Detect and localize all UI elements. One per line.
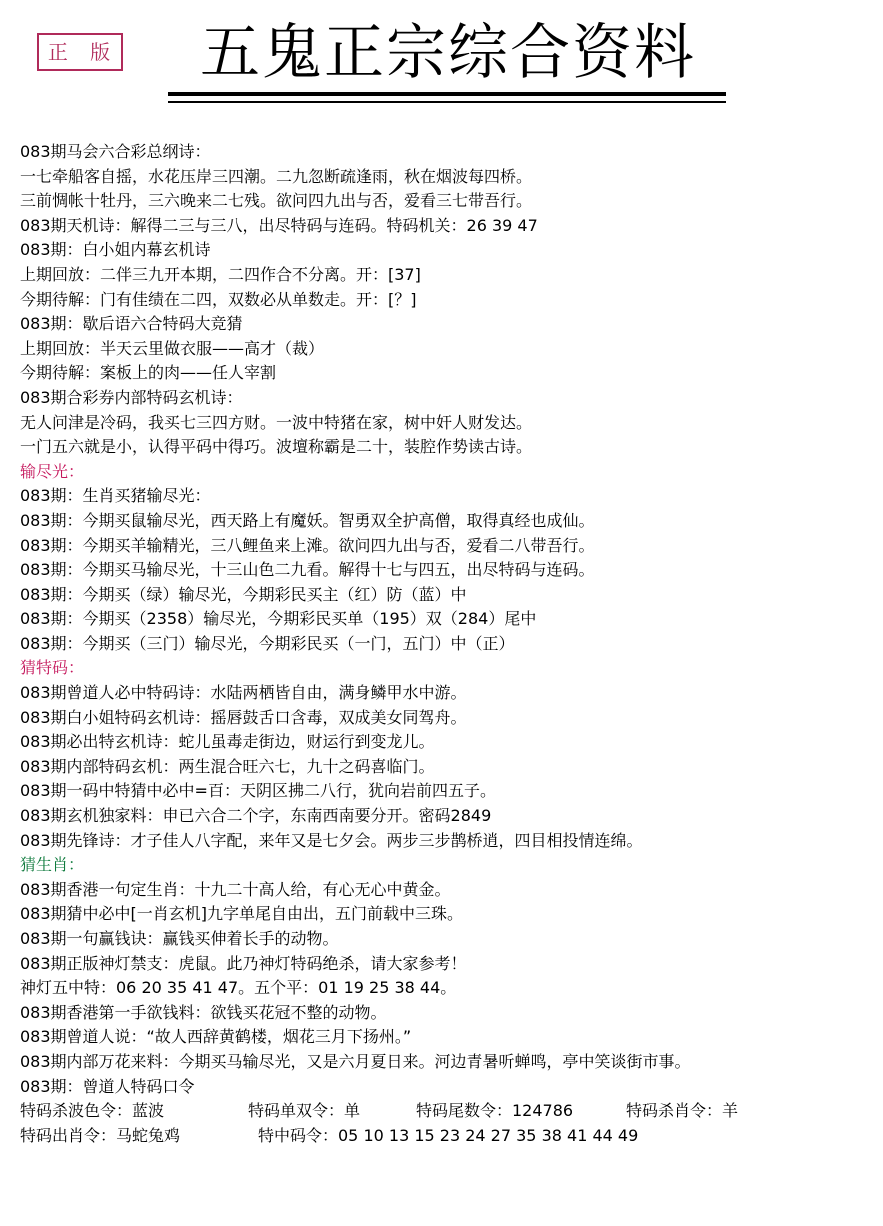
text-line: 083期猜中必中[一肖玄机]九字单尾自由出，五门前载中三珠。 [20,904,464,924]
text-line: 三前惆帐十牡丹，三六晚来二七残。欲问四九出与否，爱看三七带吾行。 [20,191,533,211]
text-line: 083期：今期买（绿）输尽光，今期彩民买主（红）防（蓝）中 [20,584,467,604]
text-line: 083期香港第一手欲钱料：欲钱买花冠不整的动物。 [20,1002,387,1022]
text-line: 083期：今期买（2358）输尽光，今期彩民买单（195）双（284）尾中 [20,609,537,629]
text-line: 083期玄机独家料：申已六合二个字，东南西南要分开。密码2849 [20,806,492,826]
text-line: 083期正版神灯禁支：虎鼠。此乃神灯特码绝杀，请大家参考！ [20,953,467,973]
text-line: 上期回放：二伴三九开本期，二四作合不分离。开：[37] [20,264,421,284]
title-underline-thick [168,92,726,96]
text-line: 083期：今期买马输尽光，十三山色二九看。解得十七与四五，出尽特码与连码。 [20,560,595,580]
text-line: 083期：今期买鼠输尽光，西天路上有魔妖。智勇双全护高僧，取得真经也成仙。 [20,510,595,530]
text-line: 一门五六就是小，认得平码中得巧。波壇称霸是二十，装腔作势读古诗。 [20,437,533,457]
code-tail-digits: 特码尾数令：124786 [416,1101,574,1121]
text-line: 083期天机诗：解得二三与三八，出尽特码与连码。特码机关：26 39 47 [20,215,538,235]
section-heading-zodiac: 猜生肖： [20,855,85,875]
text-line: 083期：今期买羊输精光，三八鲤鱼来上滩。欲问四九出与否，爱看二八带吾行。 [20,535,595,555]
code-row [20,1124,875,1149]
text-line: 083期合彩券内部特码玄机诗： [20,387,243,407]
text-line: 083期香港一句定生肖：十九二十高人给，有心无心中黄金。 [20,879,451,899]
text-line: 083期：生肖买猪输尽光： [20,486,211,506]
page-title: 五鬼正宗综合资料 [200,18,696,88]
text-line: 083期：今期买（三门）输尽光，今期彩民买（一门，五门）中（正） [20,633,515,653]
text-line: 083期必出特玄机诗：蛇儿虽毒走街边，财运行到变龙儿。 [20,732,435,752]
text-line: 083期一码中特猜中必中=百：天阴区拂二八行，犹向岩前四五子。 [20,781,496,801]
text-line: 今期待解：门有佳绩在二四，双数必从单数走。开：[？] [20,289,417,309]
code-row [20,1099,875,1124]
text-line: 083期内部特码玄机：两生混合旺六七，九十之码喜临门。 [20,756,435,776]
text-line: 083期：曾道人特码口令 [20,1076,195,1096]
genuine-edition-badge: 正 版 [37,33,123,71]
text-line: 一七牵船客自摇，水花压岸三四潮。二九忽断疏逢雨，秋在烟波每四桥。 [20,166,533,186]
text-line: 今期待解：案板上的肉——任人宰割 [20,363,277,383]
text-line: 083期白小姐特码玄机诗：摇唇鼓舌口含毒，双成美女同驾舟。 [20,707,467,727]
text-line: 083期曾道人说：“故人西辞黄鹤楼，烟花三月下扬州。” [20,1027,412,1047]
title-underline-thin [168,101,726,103]
code-kill-zodiac: 特码杀肖令：羊 [626,1101,739,1121]
text-line: 083期马会六合彩总纲诗： [20,142,211,161]
text-line: 上期回放：半天云里做衣服——高才（裁） [20,338,325,358]
text-line: 无人问津是冷码，我买七三四方财。一波中特猪在家，树中奸人财发达。 [20,412,533,432]
code-winning-numbers: 特中码令：05 10 13 15 23 24 27 35 38 41 44 49 [258,1125,639,1145]
text-line: 083期：歇后语六合特码大竞猜 [20,314,243,334]
section-heading-guess: 猜特码： [20,658,85,678]
section-heading-lose: 输尽光： [20,461,85,481]
code-wave-color: 特码杀波色令：蓝波 [20,1101,165,1121]
code-out-zodiac: 特码出肖令：马蛇兔鸡 [20,1125,181,1145]
text-line: 083期一句赢钱诀：赢钱买伸着长手的动物。 [20,929,339,948]
text-line: 神灯五中特：06 20 35 41 47。五个平：01 19 25 38 44。 [20,978,457,998]
code-odd-even: 特码单双令：单 [248,1101,361,1121]
text-line: 083期内部万花来料：今期买马输尽光，又是六月夏日来。河边青暑听蝉鸣，亭中笑谈街市事。 [20,1051,691,1071]
text-line: 083期：白小姐内幕玄机诗 [20,240,211,260]
document-body [20,140,875,1148]
text-line: 083期先锋诗：才子佳人八字配，来年又是七夕会。两步三步鹊桥逍，四目相投情连绵。 [20,830,643,850]
text-line: 083期曾道人必中特码诗：水陆两栖皆自由，满身鳞甲水中游。 [20,683,467,703]
